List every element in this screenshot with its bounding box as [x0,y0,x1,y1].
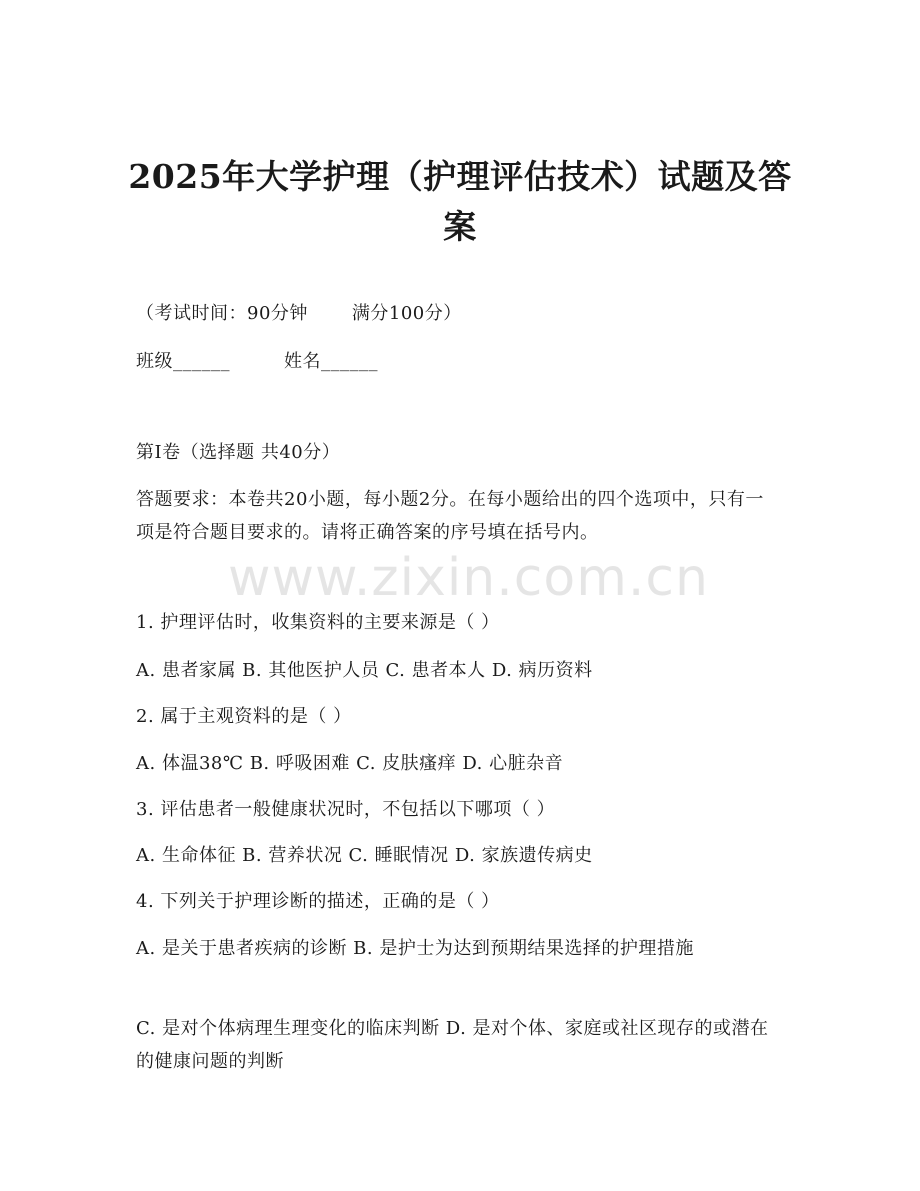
question-4-options-ab: A. 是关于患者疾病的诊断 B. 是护士为达到预期结果选择的护理措施 [136,938,694,959]
title-line-2: 案 [443,207,477,246]
name-field: 姓名______ [284,351,378,372]
question-3-options: A. 生命体征 B. 营养状况 C. 睡眠情况 D. 家族遗传病史 [136,845,593,866]
section-heading: 第I卷（选择题 共40分） [136,442,341,463]
question-4-stem: 4. 下列关于护理诊断的描述，正确的是（ ） [136,891,500,912]
question-1-stem: 1. 护理评估时，收集资料的主要来源是（ ） [136,612,500,633]
question-2-options: A. 体温38℃ B. 呼吸困难 C. 皮肤瘙痒 D. 心脏杂音 [136,753,564,774]
class-field: 班级______ [136,351,230,372]
document-title [120,152,800,252]
question-2-stem: 2. 属于主观资料的是（ ） [136,706,352,727]
question-1-options: A. 患者家属 B. 其他医护人员 C. 患者本人 D. 病历资料 [136,660,593,681]
title-line-1: 2025年大学护理（护理评估技术）试题及答 [128,157,792,196]
exam-time: （考试时间：90分钟 [136,303,308,324]
exam-score: 满分100分） [351,303,462,324]
question-3-stem: 3. 评估患者一般健康状况时，不包括以下哪项（ ） [136,799,556,820]
section-instructions: 答题要求：本卷共20小题，每小题2分。在每小题给出的四个选项中，只有一项是符合题目要求的。请将正确答案的序号填在括号内。 [136,489,764,543]
exam-info [136,302,462,326]
student-fields [136,350,378,374]
question-4-options-cd: C. 是对个体病理生理变化的临床判断 D. 是对个体、家庭或社区现存的或潜在的健康问题的判断 [136,1018,769,1072]
watermark: www.zixin.com.cn [228,548,709,608]
